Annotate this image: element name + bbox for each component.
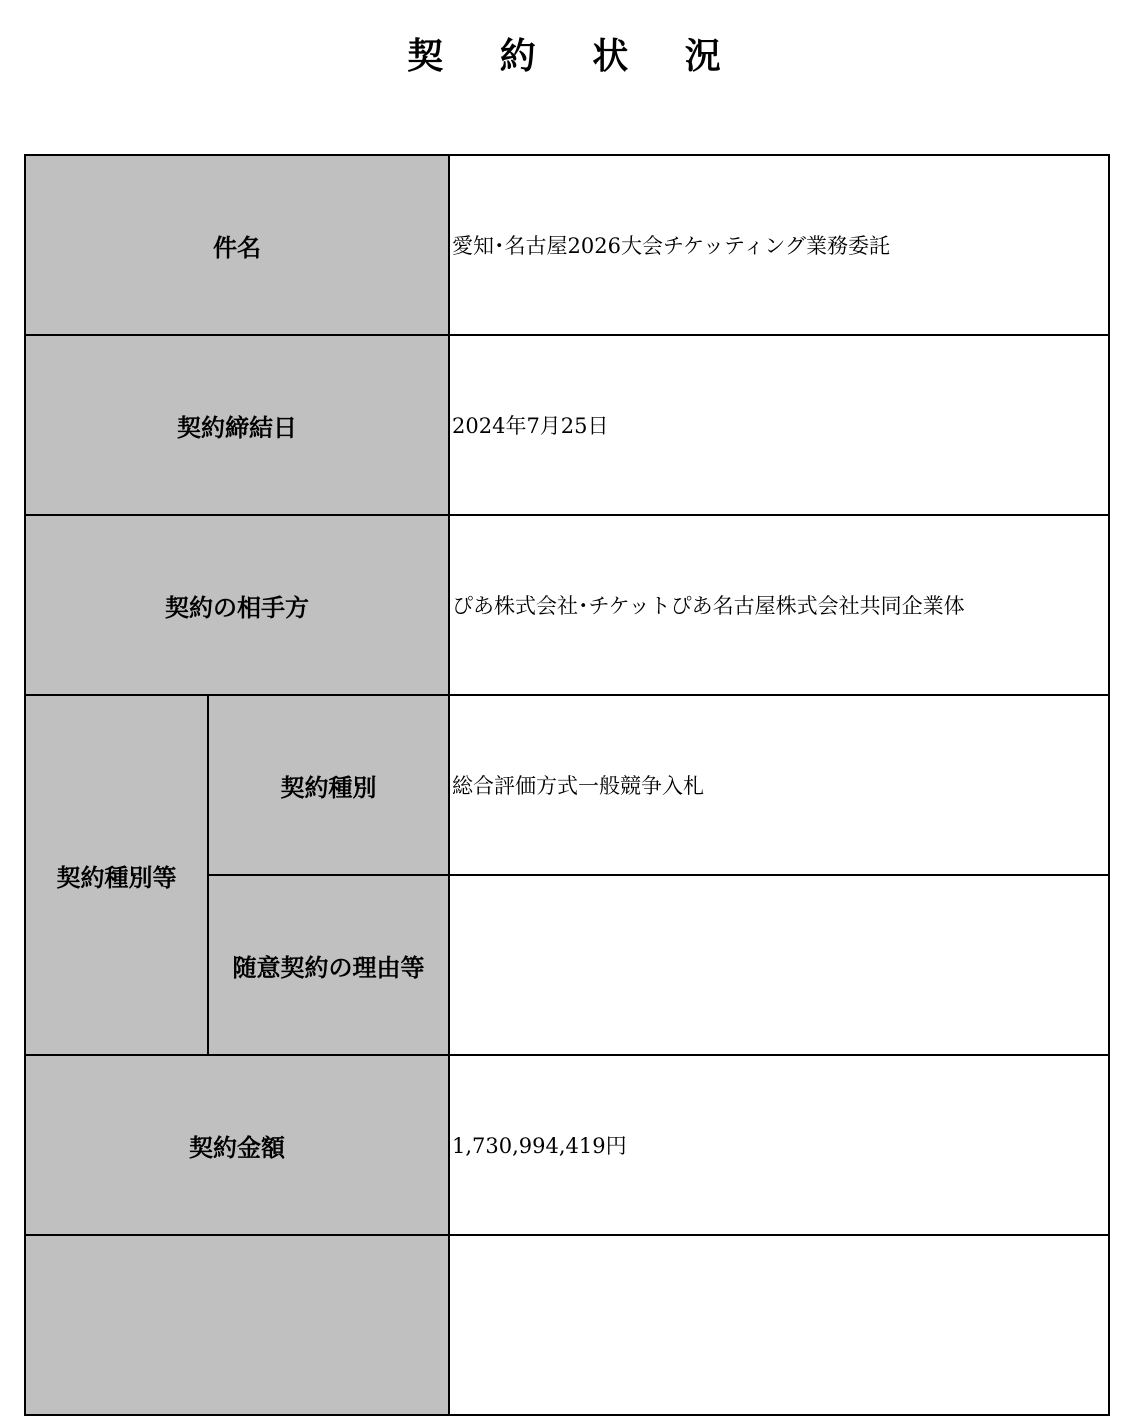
subject-value bbox=[449, 155, 1109, 335]
contract-date-value-text: 2024年7月25日 bbox=[452, 414, 609, 438]
table-row-contract-date bbox=[25, 335, 1109, 515]
contract-date-value bbox=[449, 335, 1109, 515]
table-row-contract-type bbox=[25, 695, 1109, 875]
contract-status-table bbox=[24, 154, 1110, 1416]
contract-type-value-text: 総合評価方式一般競争入札 bbox=[452, 774, 704, 798]
table-row-amount bbox=[25, 1055, 1109, 1235]
table-row-next bbox=[25, 1235, 1109, 1415]
counterparty-value bbox=[449, 515, 1109, 695]
amount-label: 契約金額 bbox=[25, 1055, 449, 1235]
next-row-label bbox=[25, 1235, 449, 1415]
contract-date-label: 契約締結日 bbox=[25, 335, 449, 515]
subject-value-text: 愛知･名古屋2026大会チケッティング業務委託 bbox=[452, 234, 890, 258]
table-row-subject bbox=[25, 155, 1109, 335]
reason-label: 随意契約の理由等 bbox=[208, 875, 449, 1055]
amount-value bbox=[449, 1055, 1109, 1235]
next-row-value bbox=[449, 1235, 1109, 1415]
table-row-counterparty bbox=[25, 515, 1109, 695]
reason-value bbox=[449, 875, 1109, 1055]
subject-label: 件名 bbox=[25, 155, 449, 335]
contract-type-label: 契約種別 bbox=[208, 695, 449, 875]
page-title: 契 約 状 況 bbox=[407, 36, 743, 77]
amount-value-text: 1,730,994,419円 bbox=[452, 1134, 627, 1158]
counterparty-value-text: ぴあ株式会社･チケットぴあ名古屋株式会社共同企業体 bbox=[452, 594, 965, 618]
counterparty-label: 契約の相手方 bbox=[25, 515, 449, 695]
contract-type-group-label: 契約種別等 bbox=[25, 695, 208, 1055]
contract-type-value bbox=[449, 695, 1109, 875]
